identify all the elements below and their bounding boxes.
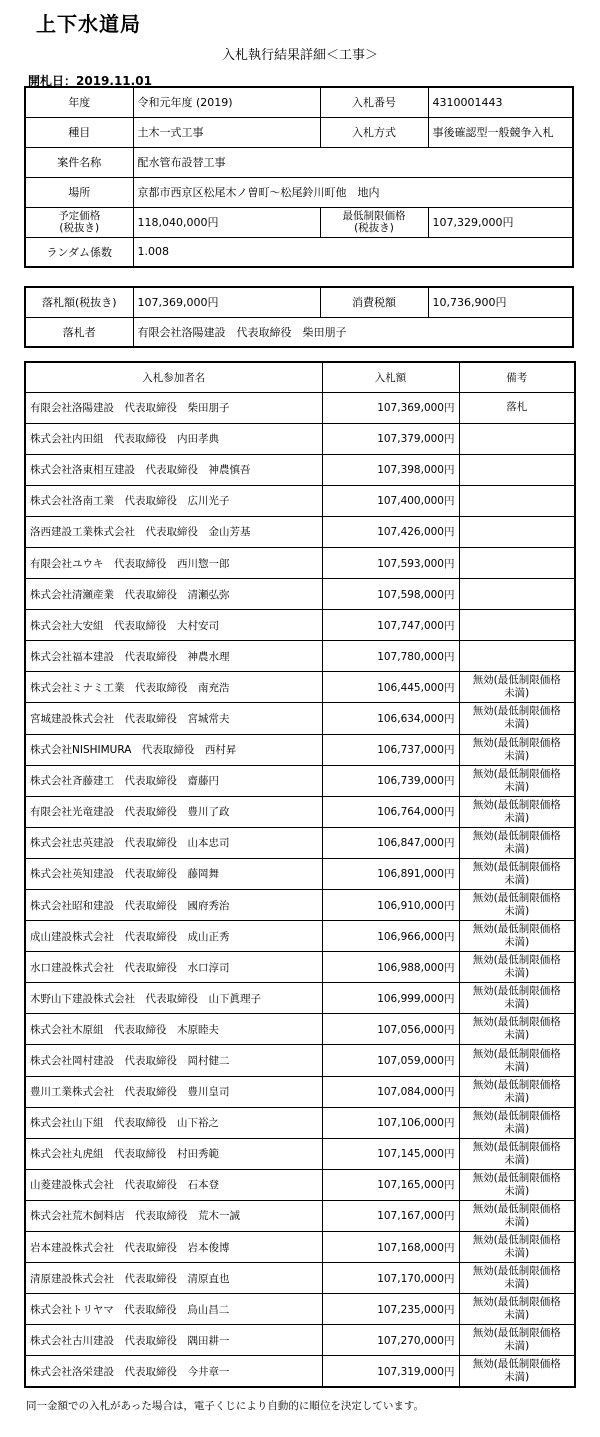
bid-amount: 107,398,000円 — [322, 454, 459, 485]
table-row — [25, 1356, 575, 1387]
table-row — [25, 1294, 575, 1325]
bid-amount: 107,084,000円 — [322, 1076, 459, 1107]
table-row — [25, 703, 575, 734]
bid-amount: 107,165,000円 — [322, 1169, 459, 1200]
bid-amount: 107,593,000円 — [322, 547, 459, 578]
bid-amount: 107,170,000円 — [322, 1263, 459, 1294]
bid-amount: 106,891,000円 — [322, 858, 459, 889]
page-heading: 入札執行結果詳細＜工事＞ — [221, 48, 378, 63]
bidder-name: 株式会社大安組 代表取締役 大村安司 — [25, 610, 322, 641]
table-row — [25, 1076, 575, 1107]
bid-remark: 無効(最低制限価格 未満) — [459, 734, 575, 765]
bid-remark: 無効(最低制限価格 未満) — [459, 921, 575, 952]
method-label: 入札方式 — [320, 117, 428, 147]
location-value: 京都市西京区松尾木ノ曽町～松尾鈴川町他 地内 — [133, 177, 573, 207]
bid-remark: 無効(最低制限価格 未満) — [459, 703, 575, 734]
table-row — [25, 641, 575, 672]
table-row — [25, 983, 575, 1014]
year-value: 令和元年度 (2019) — [133, 87, 320, 117]
bid-remark: 無効(最低制限価格 未満) — [459, 827, 575, 858]
award-table — [24, 286, 574, 348]
bidder-name: 株式会社昭和建設 代表取締役 國府秀治 — [25, 890, 322, 921]
bid-amount: 107,598,000円 — [322, 579, 459, 610]
bidder-name: 株式会社丸虎組 代表取締役 村田秀範 — [25, 1138, 322, 1169]
tax-value: 10,736,900円 — [428, 287, 573, 317]
table-row — [25, 1325, 575, 1356]
bid-remark — [459, 454, 575, 485]
table-row — [25, 516, 575, 547]
bid-remark — [459, 547, 575, 578]
bidder-name: 岩本建設株式会社 代表取締役 岩本俊博 — [25, 1232, 322, 1263]
bidder-name: 株式会社山下組 代表取締役 山下裕之 — [25, 1107, 322, 1138]
bidder-name: 株式会社ミナミ工業 代表取締役 南充浩 — [25, 672, 322, 703]
table-row — [25, 1263, 575, 1294]
bidders-table — [24, 361, 576, 1388]
award-amount-value: 107,369,000円 — [133, 287, 320, 317]
bid-remark: 無効(最低制限価格 未満) — [459, 983, 575, 1014]
bidder-name: 有限会社光竜建設 代表取締役 豊川了政 — [25, 796, 322, 827]
bidder-name: 株式会社NISHIMURA 代表取締役 西村昇 — [25, 734, 322, 765]
bid-remark: 無効(最低制限価格 未満) — [459, 858, 575, 889]
bid-amount: 106,966,000円 — [322, 921, 459, 952]
bidder-name: 株式会社洛栄建設 代表取締役 今井章一 — [25, 1356, 322, 1387]
bidder-name: 株式会社内田組 代表取締役 内田孝典 — [25, 423, 322, 454]
bid-remark — [459, 516, 575, 547]
table-row — [25, 392, 575, 423]
bid-remark: 落札 — [459, 392, 575, 423]
bid-remark: 無効(最低制限価格 未満) — [459, 1169, 575, 1200]
bidder-name: 株式会社岡村建設 代表取締役 岡村健二 — [25, 1045, 322, 1076]
bid-remark: 無効(最低制限価格 未満) — [459, 1232, 575, 1263]
table-row — [25, 547, 575, 578]
table-row — [25, 610, 575, 641]
bid-amount: 107,270,000円 — [322, 1325, 459, 1356]
bid-remark: 無効(最低制限価格 未満) — [459, 1263, 575, 1294]
table-row — [25, 858, 575, 889]
table-row — [25, 1107, 575, 1138]
bid-amount: 106,445,000円 — [322, 672, 459, 703]
winner-label: 落札者 — [25, 317, 133, 347]
bid-remark: 無効(最低制限価格 未満) — [459, 1076, 575, 1107]
bid-no-value: 4310001443 — [428, 87, 573, 117]
table-row — [25, 1045, 575, 1076]
method-value: 事後確認型一般競争入札 — [428, 117, 573, 147]
bid-remark — [459, 610, 575, 641]
bid-remark: 無効(最低制限価格 未満) — [459, 1356, 575, 1387]
table-row — [25, 454, 575, 485]
bidder-name: 株式会社福本建設 代表取締役 神農水理 — [25, 641, 322, 672]
org-title: 上下水道局 — [36, 12, 141, 36]
tax-label: 消費税額 — [320, 287, 428, 317]
bidder-name: 有限会社ユウキ 代表取締役 西川惣一郎 — [25, 547, 322, 578]
bid-amount: 107,167,000円 — [322, 1200, 459, 1231]
table-row — [25, 485, 575, 516]
bid-remark: 無効(最低制限価格 未満) — [459, 1045, 575, 1076]
open-date: 開札日：2019.11.01 — [28, 74, 152, 88]
bid-amount: 106,988,000円 — [322, 952, 459, 983]
table-row — [25, 1014, 575, 1045]
footnote: 同一金額での入札があった場合は，電子くじにより自動的に順位を決定しています。 — [26, 1400, 425, 1412]
location-label: 場所 — [25, 177, 133, 207]
bidder-name: 豊川工業株式会社 代表取締役 豊川皇司 — [25, 1076, 322, 1107]
category-value: 土木一式工事 — [133, 117, 320, 147]
bidder-name: 株式会社トリヤマ 代表取締役 鳥山昌二 — [25, 1294, 322, 1325]
bid-amount: 107,059,000円 — [322, 1045, 459, 1076]
bid-remark: 無効(最低制限価格 未満) — [459, 672, 575, 703]
bid-remark: 無効(最低制限価格 未満) — [459, 952, 575, 983]
bid-remark — [459, 641, 575, 672]
project-value: 配水管布設替工事 — [133, 147, 573, 177]
table-row — [25, 827, 575, 858]
table-row — [25, 1138, 575, 1169]
award-amount-label: 落札額(税抜き) — [25, 287, 133, 317]
table-row — [25, 734, 575, 765]
bidder-name: 株式会社洛東相互建設 代表取締役 神農慎吾 — [25, 454, 322, 485]
bid-amount: 106,634,000円 — [322, 703, 459, 734]
min-price-value: 107,329,000円 — [428, 207, 573, 237]
bid-remark: 無効(最低制限価格 未満) — [459, 765, 575, 796]
bid-remark: 無効(最低制限価格 未満) — [459, 1107, 575, 1138]
bidder-name: 洛西建設工業株式会社 代表取締役 金山芳基 — [25, 516, 322, 547]
bid-amount: 106,999,000円 — [322, 983, 459, 1014]
table-row — [25, 579, 575, 610]
table-row — [25, 952, 575, 983]
random-value: 1.008 — [133, 237, 573, 267]
remark-header: 備考 — [459, 362, 575, 392]
table-row — [25, 890, 575, 921]
bid-remark — [459, 485, 575, 516]
bid-amount: 107,400,000円 — [322, 485, 459, 516]
bid-remark: 無効(最低制限価格 未満) — [459, 1325, 575, 1356]
bid-remark — [459, 579, 575, 610]
bid-amount: 106,739,000円 — [322, 765, 459, 796]
winner-value: 有限会社洛陽建設 代表取締役 柴田朋子 — [133, 317, 573, 347]
bid-amount: 107,145,000円 — [322, 1138, 459, 1169]
table-row — [25, 1169, 575, 1200]
bid-amount: 107,106,000円 — [322, 1107, 459, 1138]
bid-amount: 107,168,000円 — [322, 1232, 459, 1263]
bid-amount: 106,764,000円 — [322, 796, 459, 827]
bidder-name: 木野山下建設株式会社 代表取締役 山下眞理子 — [25, 983, 322, 1014]
bidder-name: 清原建設株式会社 代表取締役 清原直也 — [25, 1263, 322, 1294]
table-row — [25, 672, 575, 703]
bid-amount: 106,737,000円 — [322, 734, 459, 765]
bidder-name: 株式会社木原組 代表取締役 木原睦夫 — [25, 1014, 322, 1045]
bid-amount: 106,847,000円 — [322, 827, 459, 858]
bidder-name: 水口建設株式会社 代表取締役 水口淳司 — [25, 952, 322, 983]
year-label: 年度 — [25, 87, 133, 117]
bid-remark: 無効(最低制限価格 未満) — [459, 1014, 575, 1045]
bidder-name: 有限会社洛陽建設 代表取締役 柴田朋子 — [25, 392, 322, 423]
bid-amount: 107,369,000円 — [322, 392, 459, 423]
table-row — [25, 921, 575, 952]
bidder-name: 株式会社忠英建設 代表取締役 山本忠司 — [25, 827, 322, 858]
bid-remark: 無効(最低制限価格 未満) — [459, 1294, 575, 1325]
table-row — [25, 1232, 575, 1263]
table-row — [25, 1200, 575, 1231]
table-row — [25, 765, 575, 796]
bid-amount: 107,056,000円 — [322, 1014, 459, 1045]
bidder-name: 株式会社斉藤建工 代表取締役 齋藤円 — [25, 765, 322, 796]
bidder-name: 株式会社清瀬産業 代表取締役 清瀬弘弥 — [25, 579, 322, 610]
bidder-name-header: 入札参加者名 — [25, 362, 322, 392]
bid-amount: 107,319,000円 — [322, 1356, 459, 1387]
bidder-name: 株式会社荒木飼料店 代表取締役 荒木一誠 — [25, 1200, 322, 1231]
bidder-name: 株式会社洛南工業 代表取締役 広川光子 — [25, 485, 322, 516]
bidder-name: 山菱建設株式会社 代表取締役 石本登 — [25, 1169, 322, 1200]
bid-amount: 107,235,000円 — [322, 1294, 459, 1325]
project-label: 案件名称 — [25, 147, 133, 177]
bid-remark: 無効(最低制限価格 未満) — [459, 1138, 575, 1169]
bid-remark: 無効(最低制限価格 未満) — [459, 1200, 575, 1231]
random-label: ランダム係数 — [25, 237, 133, 267]
bid-amount: 106,910,000円 — [322, 890, 459, 921]
bid-amount-header: 入札額 — [322, 362, 459, 392]
bid-no-label: 入札番号 — [320, 87, 428, 117]
bid-remark: 無効(最低制限価格 未満) — [459, 796, 575, 827]
category-label: 種目 — [25, 117, 133, 147]
bidder-name: 成山建設株式会社 代表取締役 成山正秀 — [25, 921, 322, 952]
bidder-name: 宮城建設株式会社 代表取締役 宮城常夫 — [25, 703, 322, 734]
table-row — [25, 796, 575, 827]
bid-amount: 107,747,000円 — [322, 610, 459, 641]
bid-info-table — [24, 86, 574, 268]
bidder-name: 株式会社英知建設 代表取締役 藤岡舞 — [25, 858, 322, 889]
bid-amount: 107,426,000円 — [322, 516, 459, 547]
planned-price-value: 118,040,000円 — [133, 207, 320, 237]
bidder-name: 株式会社古川建設 代表取締役 隅田耕一 — [25, 1325, 322, 1356]
table-row — [25, 423, 575, 454]
bid-remark: 無効(最低制限価格 未満) — [459, 890, 575, 921]
planned-price-label: 予定価格 (税抜き) — [25, 207, 133, 237]
min-price-label: 最低制限価格 (税抜き) — [320, 207, 428, 237]
bid-remark — [459, 423, 575, 454]
bid-amount: 107,780,000円 — [322, 641, 459, 672]
bid-amount: 107,379,000円 — [322, 423, 459, 454]
